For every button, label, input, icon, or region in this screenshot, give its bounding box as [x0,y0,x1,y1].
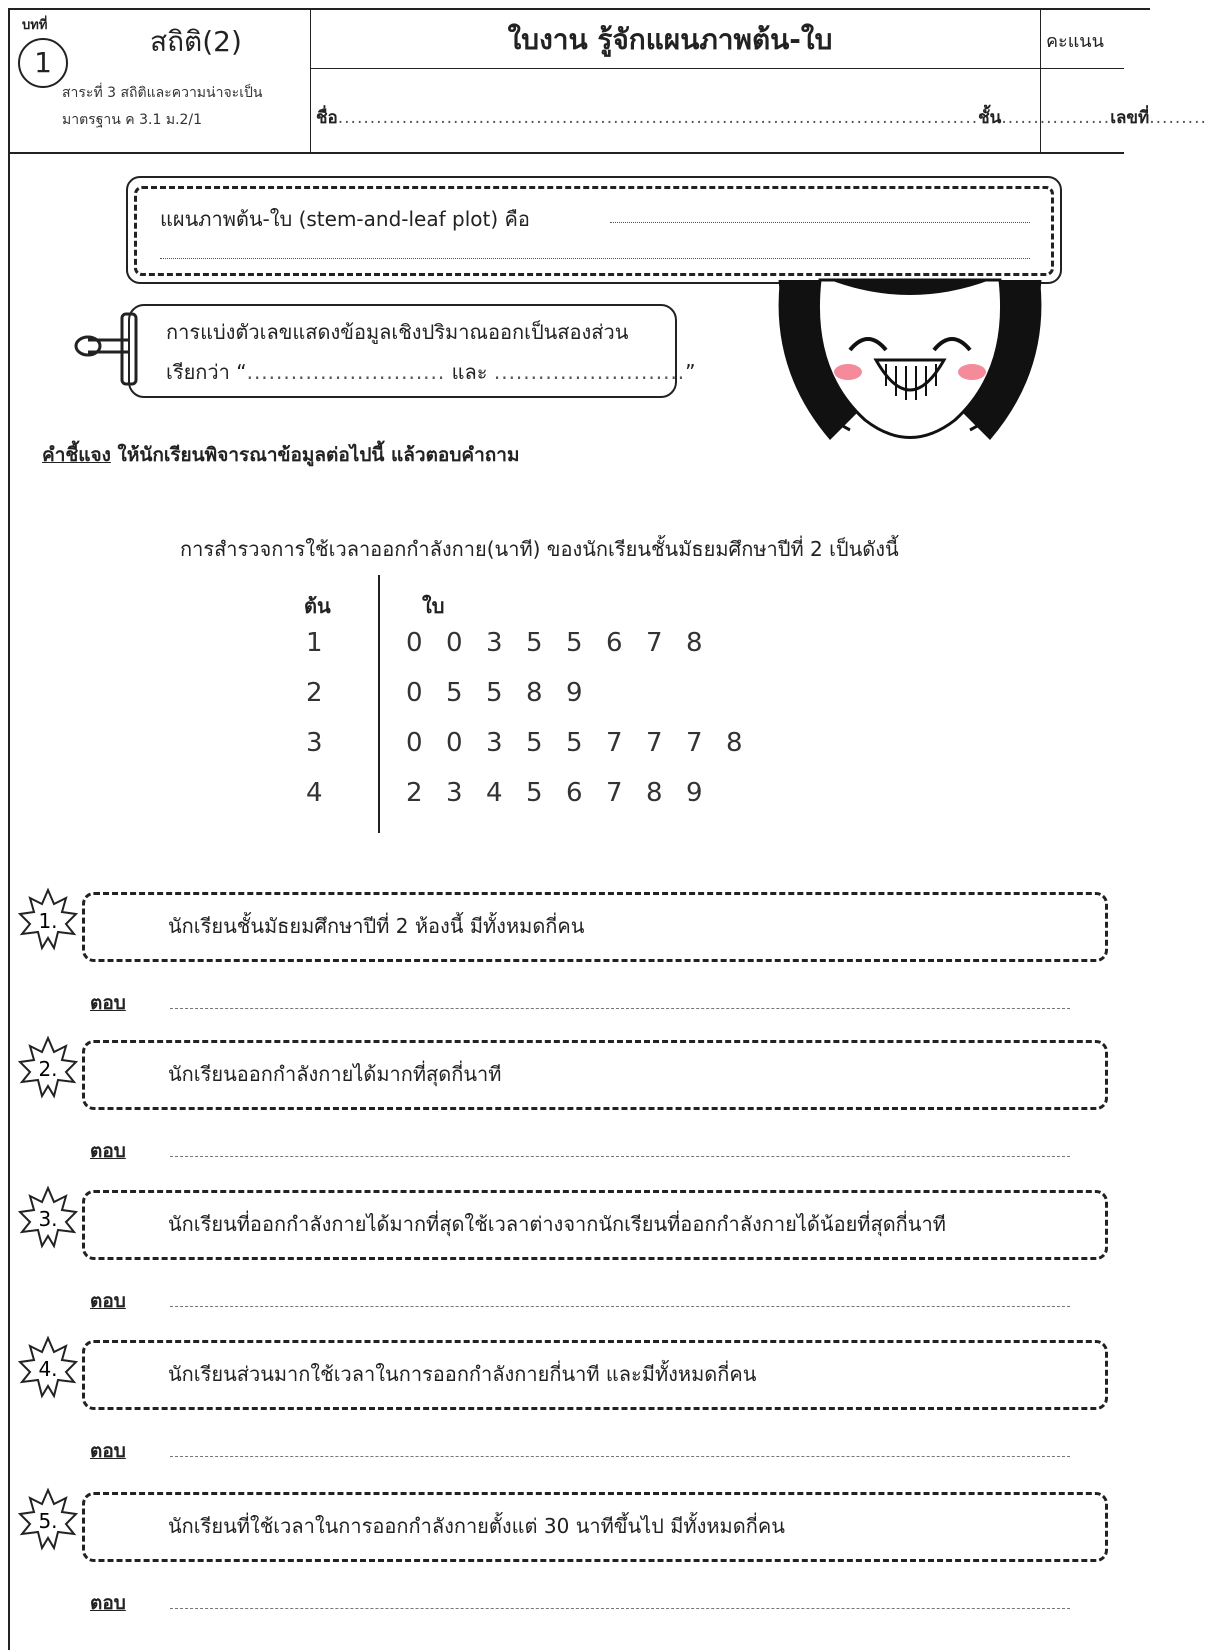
leaf-value: 0 [406,628,423,658]
stem-leaf-divider [378,575,380,833]
question-text: นักเรียนชั้นมัธยมศึกษาปีที่ 2 ห้องนี้ มีทั้งหมดกี่คน [168,914,585,938]
leaf-value: 5 [446,678,463,708]
leaf-value: 7 [686,728,703,758]
number-blank[interactable]: ......... [1149,108,1207,128]
class-blank[interactable]: ................. [1001,108,1111,128]
leaf-value: 7 [646,728,663,758]
answer-line[interactable] [170,1608,1070,1609]
leaf-value: 5 [526,628,543,658]
answer-label: ตอบ [90,1290,126,1312]
girl-illustration [770,280,1050,460]
leaf-value: 8 [526,678,543,708]
instruction-label: คำชี้แจง [42,444,111,466]
answer-label: ตอบ [90,1592,126,1614]
question-text: นักเรียนออกกำลังกายได้มากที่สุดกี่นาที [168,1062,502,1086]
question-text: นักเรียนที่ออกกำลังกายได้มากที่สุดใช้เวลาต่างจากนักเรียนที่ออกกำลังกายได้น้อยที่สุดกี่นาที [168,1212,946,1236]
number-label: เลขที่ [1110,108,1150,128]
lesson-label: บทที่ [22,18,48,33]
answer-label: ตอบ [90,992,126,1014]
strand-text: สาระที่ 3 สถิติและความน่าจะเป็น [62,85,263,101]
answer-label: ตอบ [90,1440,126,1462]
instruction-text: ให้นักเรียนพิจารณาข้อมูลต่อไปนี้ แล้วตอบคำถาม [110,444,520,466]
leaf-row [406,678,606,708]
term-blank-1[interactable]: ........................... [246,360,446,384]
leaf-value: 3 [486,628,503,658]
leaf-value: 5 [486,678,503,708]
leaf-value: 0 [446,628,463,658]
leaf-value: 3 [486,728,503,758]
stem-value: 3 [306,728,323,758]
question-number: 4. [38,1357,58,1381]
question-text: นักเรียนที่ใช้เวลาในการออกกำลังกายตั้งแต่ 30 นาทีขึ้นไป มีทั้งหมดกี่คน [168,1514,785,1538]
standard-text: มาตรฐาน ค 3.1 ม.2/1 [62,112,203,128]
leaf-row [406,728,766,758]
leaf-value: 4 [486,778,503,808]
name-blank[interactable]: .................................................................................................... [337,108,979,128]
leaf-header: ใบ [422,594,445,618]
class-label: ชั้น [978,108,1002,128]
leaf-value: 0 [406,678,423,708]
leaf-value: 8 [646,778,663,808]
leaf-value: 8 [726,728,743,758]
answer-line[interactable] [170,1306,1070,1307]
score-label: คะแนน [1046,31,1104,52]
stem-value: 2 [306,678,323,708]
leaf-value: 5 [566,628,583,658]
worksheet-title: ใบงาน รู้จักแผนภาพต้น-ใบ [507,23,833,56]
question-number: 1. [38,909,58,933]
question-text: นักเรียนส่วนมากใช้เวลาในการออกกำลังกายกี่นาที และมีทั้งหมดกี่คน [168,1362,757,1386]
maple-leaf-icon [14,1184,82,1252]
maple-leaf-icon [14,1034,82,1102]
survey-title: การสำรวจการใช้เวลาออกกำลังกาย(นาที) ของนักเรียนชั้นมัธยมศึกษาปีที่ 2 เป็นดังนี้ [180,537,899,561]
term-line-1: การแบ่งตัวเลขแสดงข้อมูลเชิงปริมาณออกเป็นสองส่วน [166,320,629,344]
leaf-value: 2 [406,778,423,808]
stem-header: ต้น [304,594,331,618]
leaf-value: 6 [606,628,623,658]
strand-info [62,80,262,134]
stem-value: 4 [306,778,323,808]
maple-leaf-icon [14,886,82,954]
leaf-value: 7 [606,778,623,808]
leaf-value: 9 [686,778,703,808]
answer-label: ตอบ [90,1140,126,1162]
maple-leaf-icon [14,1334,82,1402]
definition-blank-1[interactable] [610,222,1030,223]
term-suffix: ” [685,360,696,384]
unit-title: สถิติ(2) [150,25,242,58]
instruction [42,440,519,470]
leaf-value: 8 [686,628,703,658]
leaf-value: 3 [446,778,463,808]
leaf-value: 7 [646,628,663,658]
leaf-value: 0 [406,728,423,758]
answer-line[interactable] [170,1456,1070,1457]
question-number: 2. [38,1057,58,1081]
leaf-value: 5 [526,778,543,808]
term-line-2 [166,356,696,388]
leaf-value: 0 [446,728,463,758]
maple-leaf-icon [14,1486,82,1554]
definition-blank-2[interactable] [160,258,1030,259]
definition-text: แผนภาพต้น-ใบ (stem-and-leaf plot) คือ [160,207,530,231]
leaf-value: 9 [566,678,583,708]
leaf-row [406,778,726,808]
leaf-value: 7 [606,728,623,758]
question-number: 5. [38,1509,58,1533]
leaf-row [406,628,726,658]
term-and: และ [451,360,488,384]
term-prefix: เรียกว่า “ [166,360,247,384]
name-label: ชื่อ [316,108,338,128]
leaf-value: 6 [566,778,583,808]
lesson-number-badge: 1 [18,38,68,88]
leaf-value: 5 [566,728,583,758]
question-number: 3. [38,1207,58,1231]
term-blank-2[interactable]: .......................... [493,360,686,384]
leaf-value: 5 [526,728,543,758]
answer-line[interactable] [170,1156,1070,1157]
answer-line[interactable] [170,1008,1070,1009]
stem-value: 1 [306,628,323,658]
student-info-line [316,104,1207,131]
